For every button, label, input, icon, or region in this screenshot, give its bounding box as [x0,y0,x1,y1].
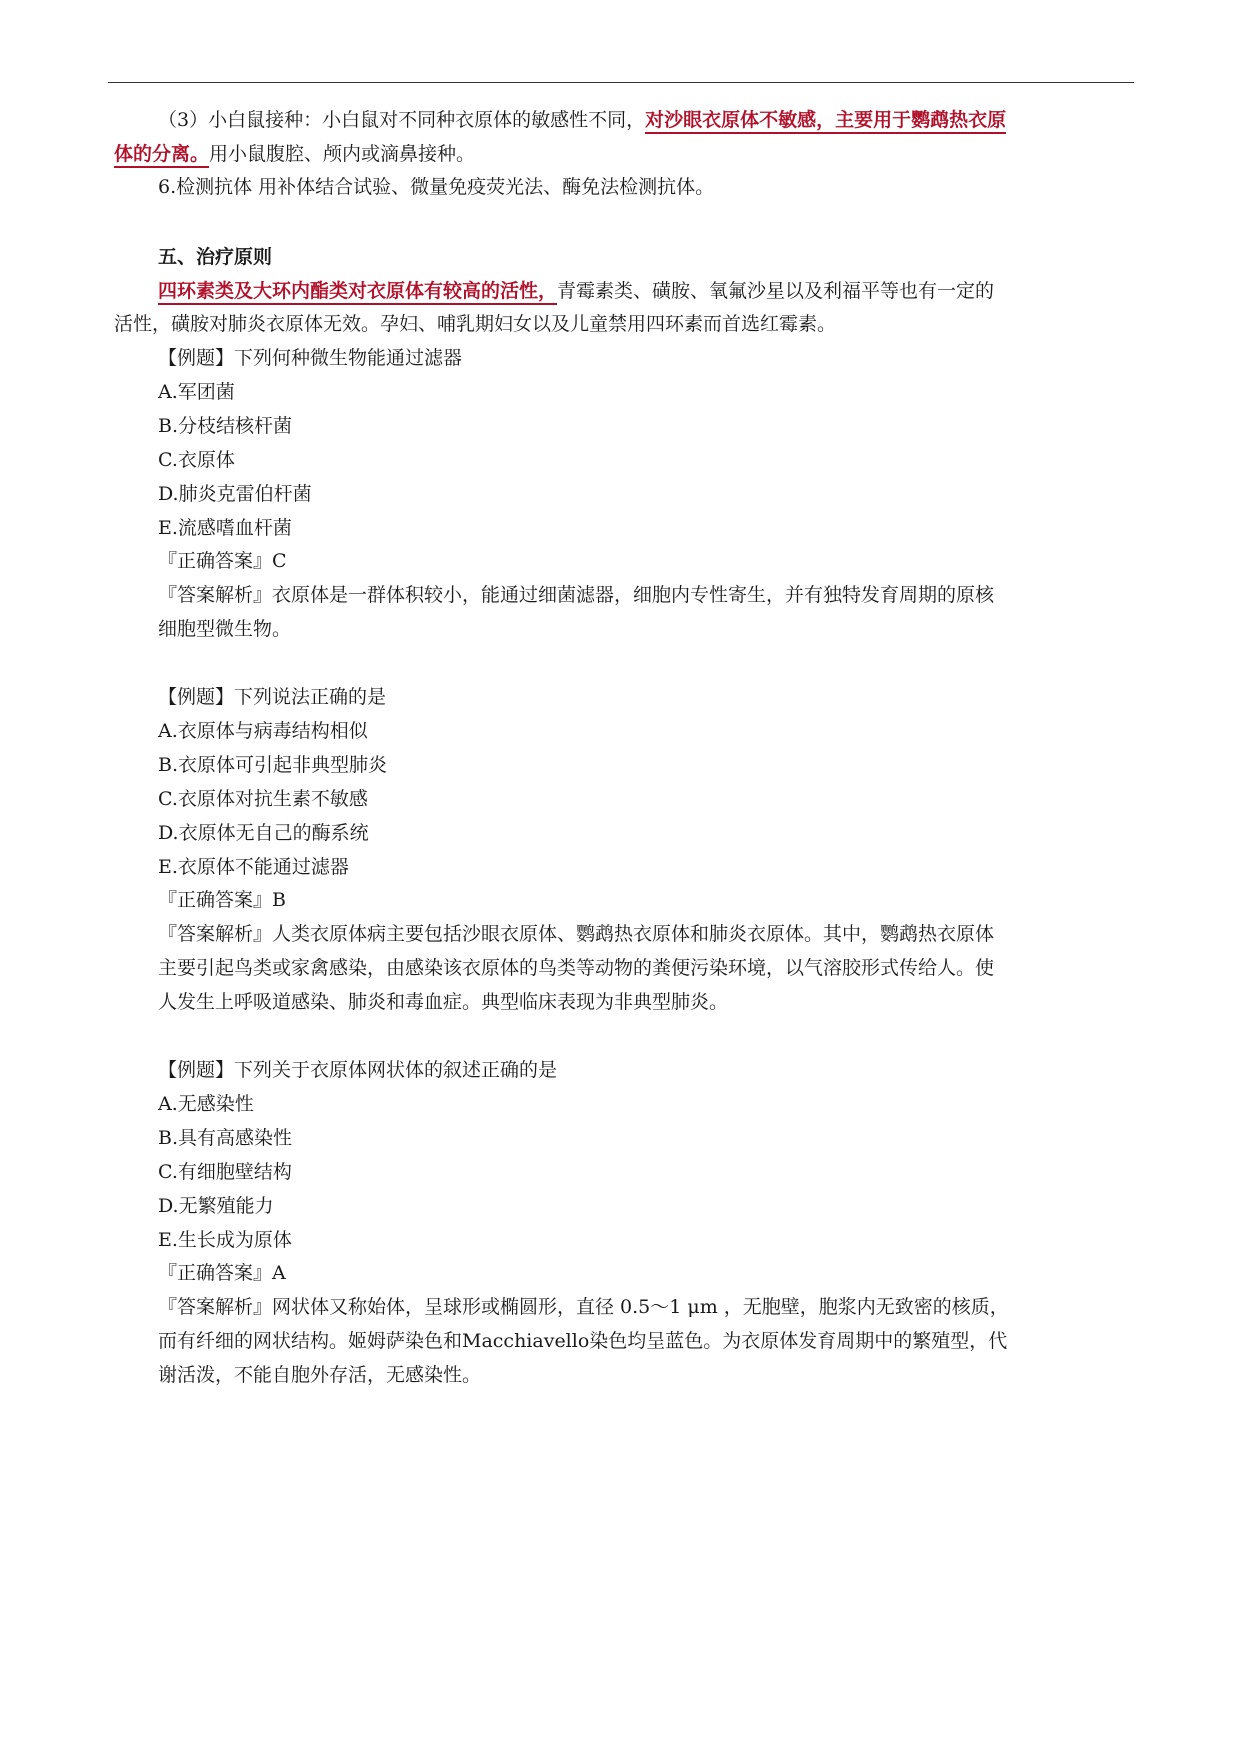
mouse-inoculation-line-2 [114,137,1134,171]
option-b: B.分枝结核杆菌 [158,415,293,437]
option-d: D.肺炎克雷伯杆菌 [158,483,312,505]
header-rule [108,82,1134,83]
mouse-inoculation-line-1 [158,103,1134,137]
option-d: D.无繁殖能力 [158,1195,274,1217]
answer-analysis-line-1: 『答案解析』衣原体是一群体积较小，能通过细菌滤器，细胞内专性寄生，并有独特发育周期的原核 [158,584,995,606]
question-stem: 【例题】下列何种微生物能通过滤器 [158,347,463,369]
answer-analysis-line-1: 『答案解析』人类衣原体病主要包括沙眼衣原体、鹦鹉热衣原体和肺炎衣原体。其中，鹦鹉热衣原体 [158,923,995,945]
correct-answer: 『正确答案』A [158,1262,286,1284]
question-stem: 【例题】下列说法正确的是 [158,686,387,708]
answer-analysis-line-2: 而有纤细的网状结构。姬姆萨染色和Macchiavello染色均呈蓝色。为衣原体发育周期中的繁殖型，代 [158,1330,1008,1352]
answer-analysis-line-2: 主要引起鸟类或家禽感染，由感染该衣原体的鸟类等动物的粪便污染环境，以气溶胶形式传给人。使 [158,957,995,979]
option-c: C.有细胞壁结构 [158,1161,292,1183]
highlight-text: 四环素类及大环内酯类对衣原体有较高的活性， [158,280,557,305]
answer-analysis-line-2: 细胞型微生物。 [158,618,292,640]
option-a: A.无感染性 [158,1093,254,1115]
option-a: A.衣原体与病毒结构相似 [158,720,368,742]
option-e: E.衣原体不能通过滤器 [158,856,349,878]
section-heading: 五、治疗原则 [158,246,273,268]
answer-analysis-line-3: 人发生上呼吸道感染、肺炎和毒血症。典型临床表现为非典型肺炎。 [158,991,729,1013]
mouse-inoculation-text: （3）小白鼠接种：小白鼠对不同种衣原体的敏感性不同， [158,109,646,131]
mouse-inoculation-text: 用小鼠腹腔、颅内或滴鼻接种。 [209,143,476,165]
option-b: B.具有高感染性 [158,1127,293,1149]
treatment-text: 青霉素类、磺胺、氧氟沙星以及利福平等也有一定的 [557,280,995,302]
treatment-line-1 [158,274,1134,308]
answer-analysis-line-3: 谢活泼，不能自胞外存活，无感染性。 [158,1364,482,1386]
correct-answer: 『正确答案』C [158,550,287,572]
option-c: C.衣原体对抗生素不敏感 [158,788,368,810]
option-a: A.军团菌 [158,381,235,403]
treatment-line-2: 活性，磺胺对肺炎衣原体无效。孕妇、哺乳期妇女以及儿童禁用四环素而首选红霉素。 [114,313,837,335]
correct-answer: 『正确答案』B [158,889,286,911]
option-b: B.衣原体可引起非典型肺炎 [158,754,388,776]
option-e: E.流感嗜血杆菌 [158,517,292,539]
question-stem: 【例题】下列关于衣原体网状体的叙述正确的是 [158,1059,558,1081]
option-c: C.衣原体 [158,449,235,471]
antibody-detection-line: 6.检测抗体 用补体结合试验、微量免疫荧光法、酶免法检测抗体。 [158,176,715,198]
highlight-text: 体的分离。 [114,143,209,168]
answer-analysis-line-1: 『答案解析』网状体又称始体，呈球形或椭圆形，直径 0.5～1 μm ，无胞壁，胞浆内无致密的核质， [158,1296,1009,1318]
option-d: D.衣原体无自己的酶系统 [158,822,369,844]
option-e: E.生长成为原体 [158,1229,292,1251]
highlight-text: 对沙眼衣原体不敏感，主要用于鹦鹉热衣原 [645,109,1006,134]
